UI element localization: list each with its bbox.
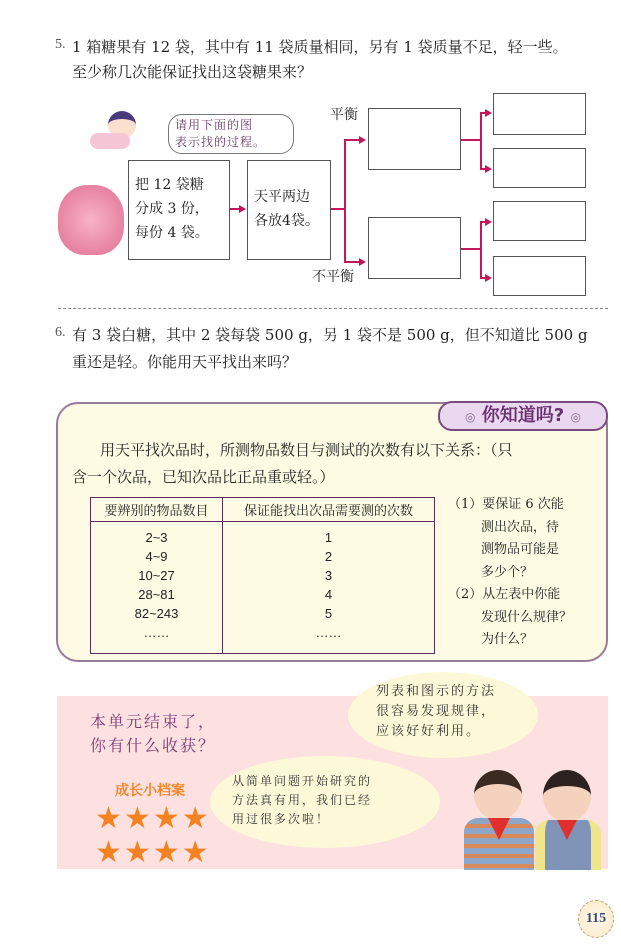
step1-line: 每份 4 袋。 (135, 225, 209, 241)
bubble-line: 很容易发现规律， (376, 704, 497, 719)
unbalanced-label: 不平衡 (312, 269, 354, 285)
connector (344, 139, 346, 262)
question-line: 多少个？ (481, 564, 534, 580)
q5-number: 5. (55, 37, 66, 52)
know-intro-2: 含一个次品，已知次品比正品重或轻。） (72, 468, 335, 486)
q5-line2: 至少称几次能保证找出这袋糖果来？ (72, 63, 313, 81)
connector (480, 221, 482, 279)
arrow-icon (359, 136, 366, 144)
table-cell: 4~9 (145, 549, 168, 564)
girl-illustration (535, 770, 605, 870)
connector (344, 139, 360, 141)
answer-box[interactable] (493, 148, 586, 188)
star-icon: ★ (152, 835, 182, 870)
bubble-line: 列表和图示的方法 (376, 684, 497, 699)
bubble-line: 应该好好利用。 (376, 724, 482, 739)
growth-archive-label: 成长小档案 (115, 783, 185, 799)
table-header: 保证能找出次品需要测的次数 (223, 498, 435, 522)
table-header: 要辨别的物品数目 (91, 498, 223, 522)
table-cell: 5 (324, 606, 333, 621)
q6-line1: 有 3 袋白糖，其中 2 袋每袋 500 g，另 1 袋不是 500 g，但不知道比 500 g (72, 326, 588, 344)
question-line: 测出次品，待 (481, 519, 560, 535)
table-cell: 28~81 (138, 587, 175, 602)
item-count-column (91, 522, 223, 654)
arrow-icon (485, 274, 492, 282)
did-you-know-badge (438, 401, 608, 431)
double-circle-icon: ◎ (465, 410, 476, 424)
badge-title: 你知道吗? (481, 405, 565, 426)
question-line: （2）从左表中你能 (448, 587, 561, 602)
prompt-line: 你有什么收获？ (90, 736, 217, 755)
star-icon: ★ (123, 835, 153, 870)
speech-bubble-2 (210, 756, 440, 848)
q6-line2: 重还是轻。你能用天平找出来吗？ (72, 353, 298, 371)
arrow-icon (485, 218, 492, 226)
table-cell: 2 (324, 549, 333, 564)
step1-line: 分成 3 份， (135, 201, 209, 217)
question-line: 测物品可能是 (481, 542, 560, 557)
hint-line: 请用下面的图 (175, 118, 254, 132)
answer-box[interactable] (493, 93, 586, 135)
bubble-line: 从简单问题开始研究的 (232, 774, 373, 788)
answer-box[interactable] (493, 256, 586, 296)
test-count-column (223, 522, 435, 654)
arrow-icon (485, 109, 492, 117)
table-cell: 10~27 (138, 568, 175, 583)
star-icon: ★ (152, 801, 182, 836)
step1-line: 把 12 袋糖 (135, 177, 204, 193)
connector (461, 248, 481, 250)
star-icon: ★ (181, 801, 211, 836)
arrow-icon (359, 258, 366, 266)
star-icon: ★ (95, 801, 124, 836)
table-cell: 82~243 (134, 606, 179, 621)
question-line: 为什么？ (481, 632, 534, 647)
q6-number: 6. (55, 325, 66, 340)
bubble-line: 用过很多次啦！ (232, 812, 331, 826)
table-cell: …… (315, 625, 342, 640)
step2-line: 天平两边 (254, 189, 310, 205)
hint-line: 表示找的过程。 (175, 135, 267, 149)
step2-box (247, 160, 331, 260)
connector (331, 208, 345, 210)
star-icon: ★ (123, 801, 153, 836)
connector (480, 112, 482, 170)
arrow-icon (239, 205, 246, 213)
q5-line1: 1 箱糖果有 12 袋，其中有 11 袋质量相同，另有 1 袋质量不足，轻一些。 (72, 38, 568, 56)
step1-box (128, 160, 230, 260)
know-questions (448, 494, 572, 652)
table-cell: 4 (324, 587, 333, 602)
relation-table (90, 497, 435, 654)
double-circle-icon: ◎ (570, 410, 581, 424)
answer-box[interactable] (368, 108, 461, 170)
speech-bubble-1 (348, 672, 538, 758)
question-line: （1）要保证 6 次能 (448, 497, 564, 512)
question-line: 发现什么规律？ (481, 609, 573, 625)
step2-line: 各放4袋。 (254, 213, 319, 229)
table-cell: 1 (324, 530, 333, 545)
table-cell: …… (143, 625, 170, 640)
candy-bag-illustration (58, 185, 124, 255)
balanced-label: 平衡 (330, 107, 358, 123)
prompt-line: 本单元结束了， (90, 712, 217, 731)
connector (344, 261, 360, 263)
table-cell: 3 (324, 568, 333, 583)
page-number: 115 (578, 900, 614, 938)
star-icon: ★ (95, 835, 124, 870)
boy-illustration (462, 770, 537, 870)
table-cell: 2~3 (145, 530, 168, 545)
hint-bubble (168, 114, 294, 154)
arrow-icon (485, 165, 492, 173)
connector (461, 139, 481, 141)
divider (58, 308, 608, 309)
answer-box[interactable] (368, 217, 461, 279)
answer-box[interactable] (493, 201, 586, 241)
summary-prompt (90, 710, 216, 758)
bubble-line: 方法真有用，我们已经 (232, 793, 373, 807)
star-icon: ★ (181, 835, 211, 870)
angel-illustration (90, 105, 150, 150)
know-intro-1: 用天平找次品时，所测物品数目与测试的次数有以下关系：（只 (100, 441, 513, 459)
star-rating (95, 802, 211, 870)
